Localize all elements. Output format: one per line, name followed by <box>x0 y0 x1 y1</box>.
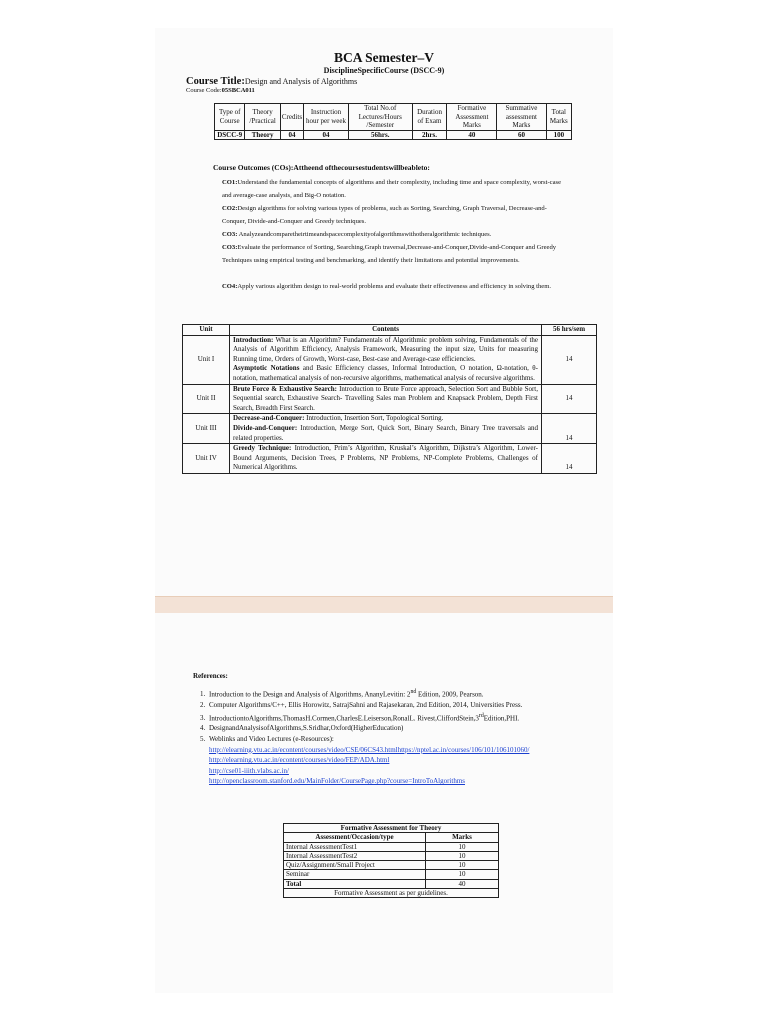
reference-link[interactable]: http://elearning.vtu.ac.in/econtent/courses/video/FEP/ADA.html <box>209 756 390 765</box>
topic-text: and Basic Efficiency classes, Informal Introduction, O notation, Ω-notation, θ-notation, mathematical analysis of non-recursive algorithms, mathematical analysis of recursive algorithms. <box>233 364 538 382</box>
topic-text: Introduction, Insertion Sort, Topological Sorting. <box>304 414 444 423</box>
contents-cell <box>230 335 542 384</box>
table-header-row <box>215 104 572 131</box>
table-cell: 40 <box>447 130 497 140</box>
outcome-label: CO3: <box>222 244 238 251</box>
course-title-value: Design and Analysis of Algorithms <box>244 77 358 86</box>
table-header-cell: Type of Course <box>215 104 245 131</box>
course-title <box>186 76 357 87</box>
reference-text: IntroductiontoAlgorithms,ThomasH.Cormen,CharlesE.Leiserson,RonalL. Rivest,CliffordStein,3 <box>209 713 479 722</box>
table-cell: 10 <box>426 861 499 870</box>
topic-heading: Divide-and-Conquer: <box>233 423 298 432</box>
contents-cell <box>230 444 542 474</box>
course-outcome <box>222 241 567 267</box>
document-page-1 <box>155 28 613 596</box>
table-header-cell: Instruction hour per week <box>304 104 349 131</box>
reference-text: Edition,PHI. <box>483 713 520 722</box>
hours-cell: 14 <box>542 384 597 414</box>
table-row <box>183 335 597 384</box>
course-outcome <box>222 280 567 293</box>
table-row <box>284 861 499 870</box>
table-header-cell: Marks <box>426 833 499 842</box>
table-cell: 100 <box>546 130 571 140</box>
table-title-row <box>284 824 499 833</box>
references-list <box>193 687 587 787</box>
reference-link[interactable]: http://cse01-iiith.vlabs.ac.in/ <box>209 766 289 775</box>
table-row <box>183 444 597 474</box>
table-cell: 60 <box>497 130 546 140</box>
table-caption-row <box>284 889 499 898</box>
reference-text: Introduction to the Design and Analysis of Algorithms, AnanyLevitin: 2 <box>209 690 411 699</box>
hours-cell: 14 <box>542 414 597 444</box>
table-cell: Theory <box>245 130 280 140</box>
table-header-cell: Contents <box>230 325 542 336</box>
reference-item <box>207 687 587 700</box>
table-row <box>183 384 597 414</box>
table-cell: 10 <box>426 870 499 879</box>
course-info-table <box>214 103 572 140</box>
table-cell: 04 <box>304 130 349 140</box>
course-outcome <box>222 202 567 228</box>
topic-heading: Brute Force & Exhaustive Search: <box>233 384 338 393</box>
topic-heading: Asymptotic Notations <box>233 364 300 373</box>
unit-cell: Unit II <box>183 384 230 414</box>
outcome-label: CO1: <box>222 179 238 186</box>
table-cell: Internal AssessmentTest1 <box>284 842 426 851</box>
table-row <box>215 130 572 140</box>
table-cell: 04 <box>280 130 303 140</box>
table-header-cell: Summative assessment Marks <box>497 104 546 131</box>
topic-text: Introduction, Prim’s Algorithm, Kruskal’s Algorithm, Dijkstra’s Algorithm, Lower-Bound Arguments, Decision Trees, P Problems, NP Problems, NP-Complete Problems, Challenges of Numerical Algorithms. <box>233 444 538 472</box>
course-outcome <box>222 176 567 202</box>
contents-cell <box>230 414 542 444</box>
unit-cell: Unit III <box>183 414 230 444</box>
table-header-cell: 56 hrs/sem <box>542 325 597 336</box>
references-heading: References: <box>193 672 228 680</box>
table-cell: 10 <box>426 851 499 860</box>
table-cell: 56hrs. <box>348 130 412 140</box>
course-outcome <box>222 228 567 241</box>
table-header-cell: Theory /Practical <box>245 104 280 131</box>
table-cell: 10 <box>426 842 499 851</box>
table-row <box>284 851 499 860</box>
outcome-label: CO3: <box>222 231 238 238</box>
unit-cell: Unit I <box>183 335 230 384</box>
course-outcomes-heading: Course Outcomes (COs):Attheend ofthecoursestudentswillbeableto: <box>213 163 430 172</box>
topic-text: Introduction, Merge Sort, Quick Sort, Binary Search, Binary Tree traversals and related properties. <box>233 423 538 442</box>
table-header-cell: Formative Assessment Marks <box>447 104 497 131</box>
document-page-2 <box>155 613 613 993</box>
table-header-cell: Credits <box>280 104 303 131</box>
outcome-label: CO2: <box>222 205 238 212</box>
reference-sup: nd <box>410 689 417 695</box>
table-caption: Formative Assessment as per guidelines. <box>284 889 499 898</box>
reference-text: Edition, 2009, Pearson. <box>416 690 484 699</box>
table-row <box>284 870 499 879</box>
table-header-row <box>183 325 597 336</box>
outcome-text: Apply various algorithm design to real-world problems and evaluate their effectiveness and efficiency in solving them. <box>237 283 551 290</box>
table-cell: Internal AssessmentTest2 <box>284 851 426 860</box>
hours-cell: 14 <box>542 444 597 474</box>
hours-cell: 14 <box>542 335 597 384</box>
unit-cell: Unit IV <box>183 444 230 474</box>
table-title: Formative Assessment for Theory <box>284 824 499 833</box>
contents-cell <box>230 384 542 414</box>
formative-assessment-table <box>283 823 499 898</box>
table-header-cell: Assessment/Occasion/type <box>284 833 426 842</box>
table-row <box>183 414 597 444</box>
outcome-text: Analyzeandcomparetheirtimeandspacecomplexityofalgorithmswithotheralgorithmic techniques. <box>237 231 492 238</box>
topic-heading: Greedy Technique: <box>233 444 292 453</box>
topic-heading: Decrease-and-Conquer: <box>233 414 305 423</box>
table-cell: Quiz/Assignment/Small Project <box>284 861 426 870</box>
course-category: DisciplineSpecificCourse (DSCC-9) <box>323 66 445 75</box>
table-header-cell: Duration of Exam <box>412 104 447 131</box>
reference-item: 4. DesignandAnalysisofAlgorithms,S.Sridhar,Oxford(HigherEducation) <box>207 723 587 734</box>
table-row <box>284 842 499 851</box>
topic-text: Introduction to Brute Force approach, Selection Sort and Bubble Sort, Sequential search, Exhaustive Search- Travelling Sales man Problem and Knapsack Problem, Depth First Search, Breadth First Search. <box>233 384 538 412</box>
reference-sup: rd <box>478 712 484 719</box>
table-header-cell: Total No.of Lectures/Hours /Semester <box>348 104 412 131</box>
units-table <box>182 324 597 474</box>
reference-item <box>207 734 587 787</box>
table-header-row <box>284 833 499 842</box>
reference-item <box>207 711 587 724</box>
course-code-label: Course Code: <box>186 87 222 94</box>
reference-item: 2. Computer Algorithms/C++, Ellis Horowitz, SatrajSahni and Rajasekaran, 2nd Edition, 2014, Universities Press. <box>207 700 587 711</box>
table-cell: DSCC-9 <box>215 130 245 140</box>
table-header-cell: Total Marks <box>546 104 571 131</box>
outcome-text: Design algorithms for solving various types of problems, such as Sorting, Searching, Graph Traversal, Decrease-and-Conquer, Divide-and-Conquer and Greedy techniques. <box>222 205 547 225</box>
table-cell: Seminar <box>284 870 426 879</box>
outcome-text: Understand the fundamental concepts of algorithms and their complexity, including time and space complexity, worst-case and average-case analysis, and Big-O notation. <box>222 179 561 199</box>
table-cell: Total <box>284 879 426 888</box>
course-code <box>186 87 255 94</box>
topic-heading: Introduction: <box>233 335 274 344</box>
course-code-value: 05SBCA011 <box>221 87 255 94</box>
table-cell: 2hrs. <box>412 130 447 140</box>
page-title: BCA Semester–V <box>333 50 435 65</box>
outcome-text: Evaluate the performance of Sorting, Searching,Graph traversal,Decrease-and-Conquer,Divide-and-Conquer and Greedy Techniques using empirical testing and benchmarking, and identify their limitations and potential improvements. <box>222 244 557 264</box>
reference-link[interactable]: http://elearning.vtu.ac.in/econtent/courses/video/CSE/06CS43.htmlhttps://nptel.ac.in/courses/106/101/106101060/ <box>209 745 530 754</box>
table-total-row <box>284 879 499 888</box>
reference-link[interactable]: http://openclassroom.stanford.edu/MainFolder/CoursePage.php?course=IntroToAlgorithms <box>209 777 465 786</box>
table-header-cell: Unit <box>183 325 230 336</box>
table-cell: 40 <box>426 879 499 888</box>
course-title-label: Course Title: <box>186 76 245 87</box>
reference-text: Weblinks and Video Lectures (e-Resources): <box>209 735 334 744</box>
outcome-label: CO4: <box>222 283 238 290</box>
topic-text: What is an Algorithm? Fundamentals of Algorithmic problem solving, Fundamentals of the Analysis of Algorithm Efficiency, Analysis Framework, Measuring the input size, Units for measuring Running time, Orders of Growth, Worst-case, Best-case and Average-case efficiencies. <box>233 335 538 363</box>
